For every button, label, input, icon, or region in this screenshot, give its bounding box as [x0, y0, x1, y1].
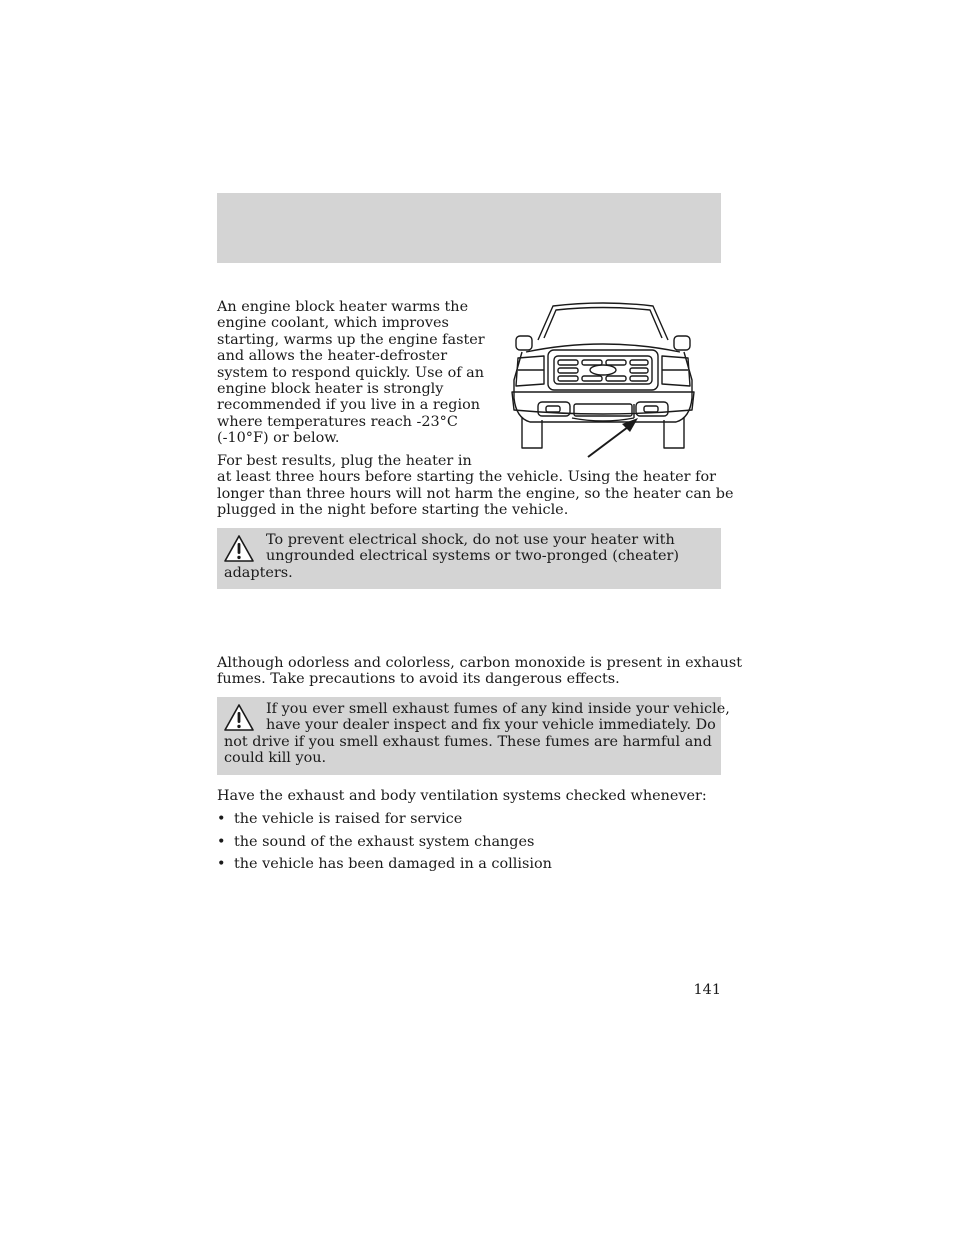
electrical-shock-warning [217, 528, 721, 589]
text-line: For best results, plug the heater in [217, 453, 472, 469]
text-line: have your dealer inspect and fix your vehicle immediately. Do [266, 717, 716, 734]
text-line: plugged in the night before starting the vehicle. [217, 502, 569, 519]
text-line: (-10°F) or below. [217, 430, 340, 447]
block-heater-best-results [217, 453, 733, 519]
bullet-icon: • [217, 856, 226, 872]
list-item-text: the vehicle has been damaged in a collision [234, 856, 552, 872]
text-line: If you ever smell exhaust fumes of any kind inside your vehicle, [266, 701, 730, 717]
truck-front-illustration [508, 300, 698, 460]
exhaust-intro [217, 655, 742, 688]
text-line: Although odorless and colorless, carbon monoxide is present in exhaust [217, 655, 743, 671]
list-item [217, 811, 552, 834]
text-line: at least three hours before starting the vehicle. Using the heater for [217, 469, 716, 486]
list-item-text: the vehicle is raised for service [234, 811, 463, 827]
text-line: longer than three hours will not harm the engine, so the heater can be [217, 485, 734, 502]
text-line: fumes. Take precautions to avoid its dangerous effects. [217, 671, 620, 688]
text-line: recommended if you live in a region [217, 397, 481, 414]
bullet-icon: • [217, 833, 226, 850]
list-item [217, 834, 552, 857]
text-line: engine coolant, which improves [217, 315, 449, 332]
text-line: could kill you. [224, 750, 327, 767]
text-line: not drive if you smell exhaust fumes. These fumes are harmful and [224, 733, 712, 750]
bullet-icon: • [217, 811, 226, 827]
exhaust-checks-list [217, 811, 552, 879]
exhaust-checks-intro: Have the exhaust and body ventilation systems checked whenever: [217, 788, 707, 804]
text-line: ungrounded electrical systems or two-pronged (cheater) [266, 548, 680, 565]
warning-text [224, 532, 679, 581]
text-line: adapters. [224, 564, 293, 581]
page-number: 141 [693, 982, 721, 998]
text-line: engine block heater is strongly [217, 381, 444, 398]
text-line: An engine block heater warms the [217, 299, 469, 315]
text-line: starting, warms up the engine faster [217, 331, 485, 348]
exhaust-fumes-warning [217, 697, 730, 775]
list-item [217, 856, 552, 879]
text-line: system to respond quickly. Use of an [217, 364, 484, 381]
block-heater-intro [217, 299, 485, 447]
list-item-text: the sound of the exhaust system changes [234, 833, 535, 850]
text-line: and allows the heater-defroster [217, 348, 448, 365]
section-header-band [217, 193, 721, 263]
warning-text [224, 701, 730, 767]
text-line: To prevent electrical shock, do not use your heater with [266, 532, 675, 548]
text-line: where temperatures reach -23°C [217, 413, 458, 430]
